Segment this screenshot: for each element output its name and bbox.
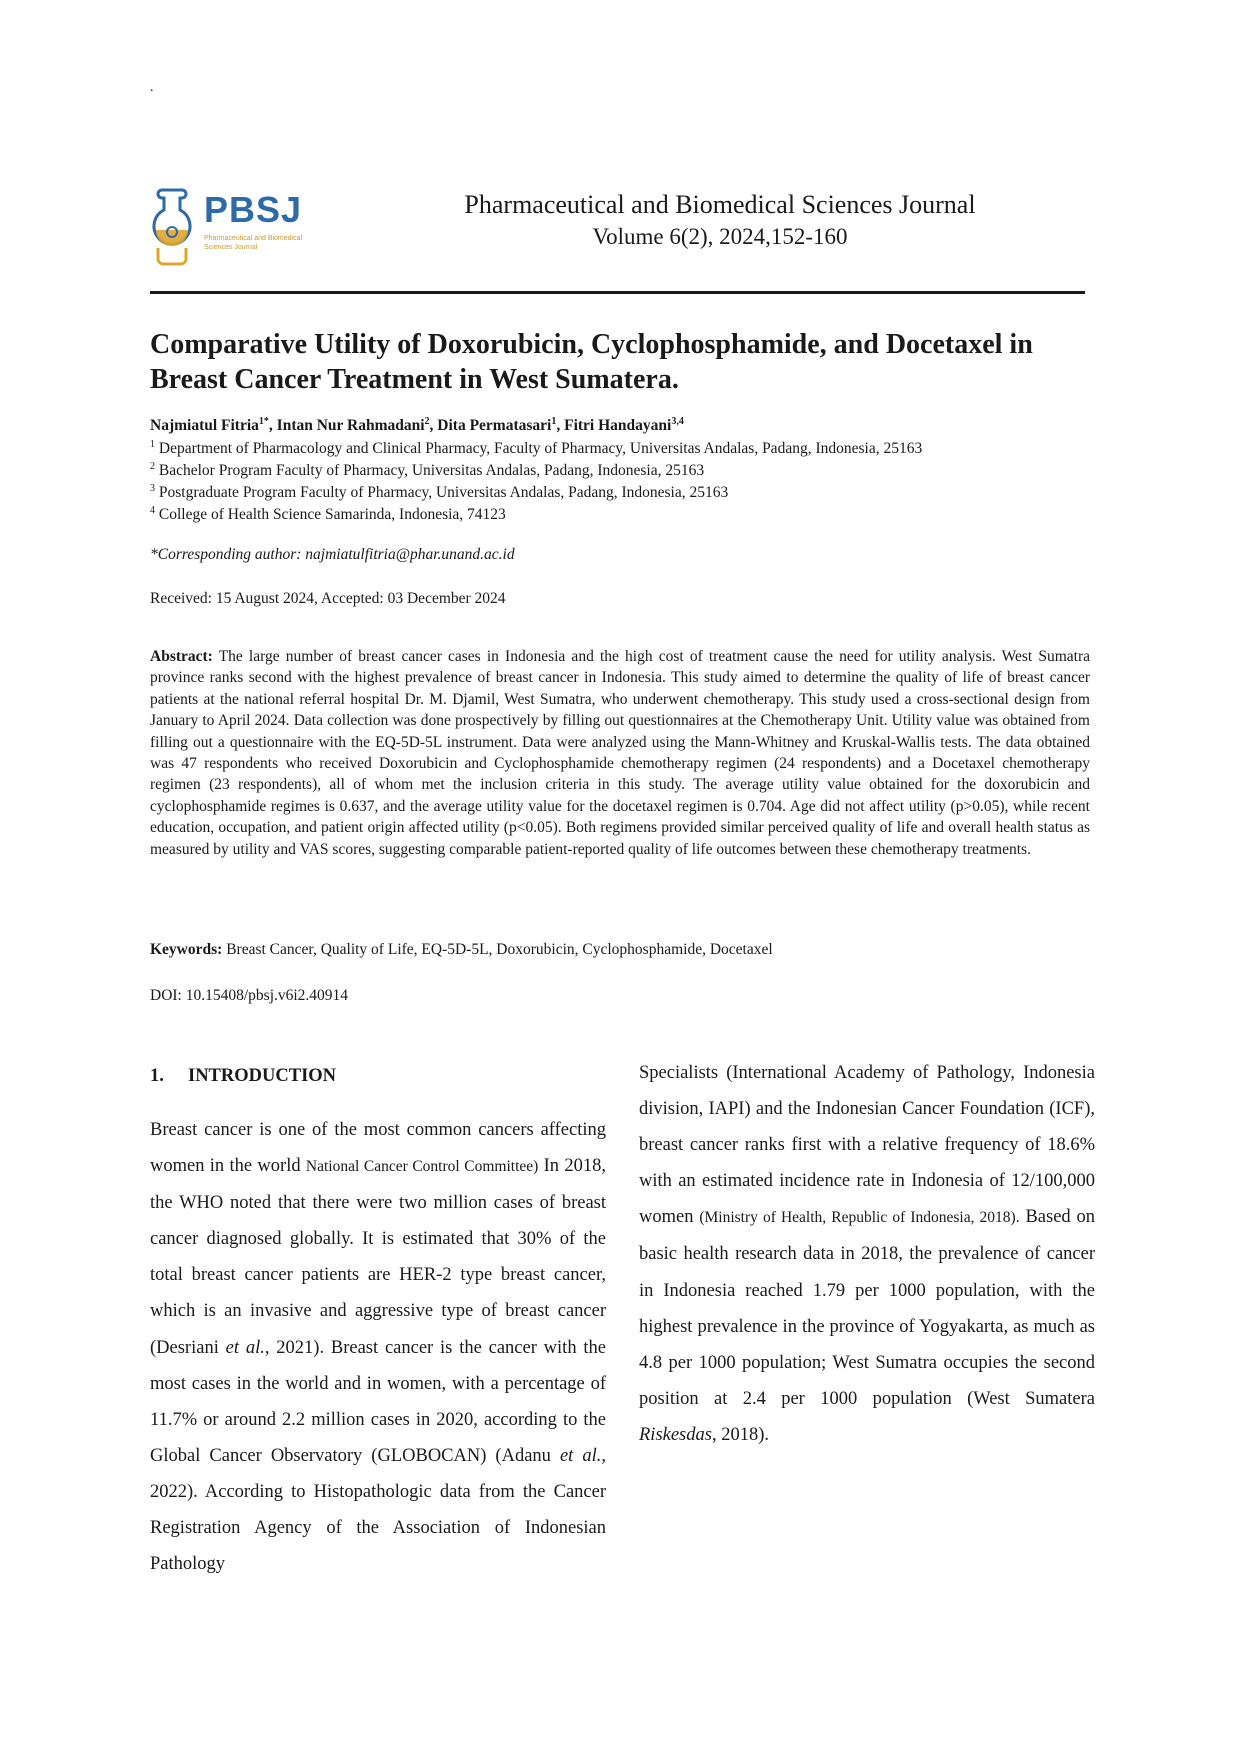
section-heading <box>150 1058 606 1094</box>
citation-italic: Riskesdas <box>639 1424 712 1445</box>
author-separator: , <box>556 417 565 434</box>
intro-paragraph-right <box>639 1055 1095 1453</box>
keywords <box>150 941 1090 959</box>
affiliation-sup: 2 <box>150 460 155 472</box>
affiliation <box>150 482 1110 504</box>
author-name: Dita Permatasari <box>437 417 552 434</box>
author-list <box>150 415 1110 437</box>
affiliation-sup: 3 <box>150 482 155 494</box>
journal-name: Pharmaceutical and Biomedical Sciences Journal <box>464 190 976 219</box>
author-sup: 2 <box>424 415 430 427</box>
author-sup: 3,4 <box>671 415 684 427</box>
citation: (Ministry of Health, Republic of Indonesia, 2018). <box>699 1209 1020 1227</box>
author-separator: , <box>429 417 438 434</box>
logo-text: PBSJ <box>204 189 303 230</box>
keywords-label: Keywords: <box>150 941 223 958</box>
citation: National Cancer Control Committee) <box>305 1158 539 1176</box>
affiliation-sup: 1 <box>150 438 155 450</box>
text-run: , 2022). According to Histopathologic data from the Cancer Registration Agency of the Association of Indonesian Pathology <box>150 1445 606 1575</box>
abstract-text: The large number of breast cancer cases in Indonesia and the high cost of treatment cause the need for utility analysis. West Sumatra province ranks second with the highest prevalence of breast cancer in Indonesia. This study aimed to determine the quality of life of breast cancer patients at the national referral hospital Dr. M. Djamil, West Sumatra, who underwent chemotherapy. This study used a cross-sectional design from January to April 2024. Data collection was done prospectively by filling out questionnaires at the Chemotherapy Unit. Utility value was obtained from filling out a questionnaire with the EQ-5D-5L instrument. Data were analyzed using the Mann-Whitney and Kruskal-Wallis tests. The data obtained was 47 respondents who received Doxorubicin and Cyclophosphamide chemotherapy regimen (24 respondents) and a Docetaxel chemotherapy regimen (23 respondents), all of whom met the inclusion criteria in this study. The average utility value obtained for the doxorubicin and cyclophosphamide regimes is 0.637, and the average utility value for the docetaxel regimen is 0.704. Age did not affect utility (p>0.05), while recent education, occupation, and patient origin affected utility (p<0.05). Both regimens provided similar perceived quality of life and overall health status as measured by utility and VAS scores, suggesting comparable patient-reported quality of life outcomes between these chemotherapy treatments. <box>150 648 1090 858</box>
page-mark: . <box>150 80 154 95</box>
author-name: Fitri Handayani <box>564 417 672 434</box>
section-number: 1. <box>150 1066 164 1086</box>
affiliation-list <box>150 438 1110 526</box>
corresponding-author: *Corresponding author: najmiatulfitria@phar.unand.ac.id <box>150 546 515 563</box>
citation-italic: et al. <box>225 1337 265 1358</box>
abstract-label: Abstract: <box>150 648 213 665</box>
journal-logo <box>150 186 302 266</box>
text-run: , 2018). <box>711 1424 770 1445</box>
text-run: Breast cancer is one of the most common cancers affecting women in the world <box>150 1120 606 1177</box>
article-dates: Received: 15 August 2024, Accepted: 03 December 2024 <box>150 590 506 607</box>
author-name: Intan Nur Rahmadani <box>276 417 425 434</box>
header-rule <box>150 291 1085 294</box>
affiliation-sup: 4 <box>150 504 155 516</box>
affiliation <box>150 504 1110 526</box>
affiliation-text: Bachelor Program Faculty of Pharmacy, Universitas Andalas, Padang, Indonesia, 25163 <box>155 462 705 479</box>
author-name: Najmiatul Fitria <box>150 417 259 434</box>
author-separator: , <box>268 417 277 434</box>
article-title: Comparative Utility of Doxorubicin, Cyclophosphamide, and Docetaxel in Breast Cancer Treatment in West Sumatera. <box>150 329 1033 395</box>
journal-volume: Volume 6(2), 2024,152-160 <box>592 224 848 249</box>
intro-paragraph-left <box>150 1112 606 1582</box>
citation-italic: et al. <box>559 1445 602 1466</box>
body-column-left <box>150 1058 606 1582</box>
author-sup: 1 <box>551 415 557 427</box>
text-run: Specialists (International Academy of Pathology, Indonesia division, IAPI) and the Indonesian Cancer Foundation (ICF), breast cancer ranks first with a relative frequency of 18.6% with an estimated incidence rate in Indonesia of 12/100,000 women <box>639 1063 1095 1228</box>
text-run: , 2021). Breast cancer is the cancer with the most cases in the world and in women, with a percentage of 11.7% or around 2.2 million cases in 2020, according to the Global Cancer Observatory (GLOBOCAN) (Adanu <box>150 1337 606 1466</box>
author-sup: 1* <box>258 415 269 427</box>
flask-icon <box>150 186 194 266</box>
logo-subtitle: Pharmaceutical and Biomedical Sciences Journal <box>204 235 303 251</box>
keywords-text: Breast Cancer, Quality of Life, EQ-5D-5L, Doxorubicin, Cyclophosphamide, Docetaxel <box>222 941 773 958</box>
doi: DOI: 10.15408/pbsj.v6i2.40914 <box>150 987 349 1004</box>
affiliation-text: Postgraduate Program Faculty of Pharmacy, Universitas Andalas, Padang, Indonesia, 25163 <box>155 484 729 501</box>
text-run: In 2018, the WHO noted that there were two million cases of breast cancer diagnosed globally. It is estimated that 30% of the total breast cancer patients are HER-2 type breast cancer, which is an invasive and aggressive type of breast cancer (Desriani <box>150 1156 606 1358</box>
affiliation <box>150 438 1110 460</box>
affiliation-text: Department of Pharmacology and Clinical Pharmacy, Faculty of Pharmacy, Universitas Andalas, Padang, Indonesia, 25163 <box>155 440 923 457</box>
text-run: Based on basic health research data in 2018, the prevalence of cancer in Indonesia reached 1.79 per 1000 population, with the highest prevalence in the province of Yogyakarta, as much as 4.8 per 1000 population; West Sumatra occupies the second position at 2.4 per 1000 population (West Sumatera <box>639 1207 1095 1409</box>
abstract <box>150 646 1090 860</box>
affiliation-text: College of Health Science Samarinda, Indonesia, 74123 <box>155 506 506 523</box>
section-title: INTRODUCTION <box>188 1066 337 1086</box>
affiliation <box>150 460 1110 482</box>
body-column-right <box>639 1055 1095 1453</box>
